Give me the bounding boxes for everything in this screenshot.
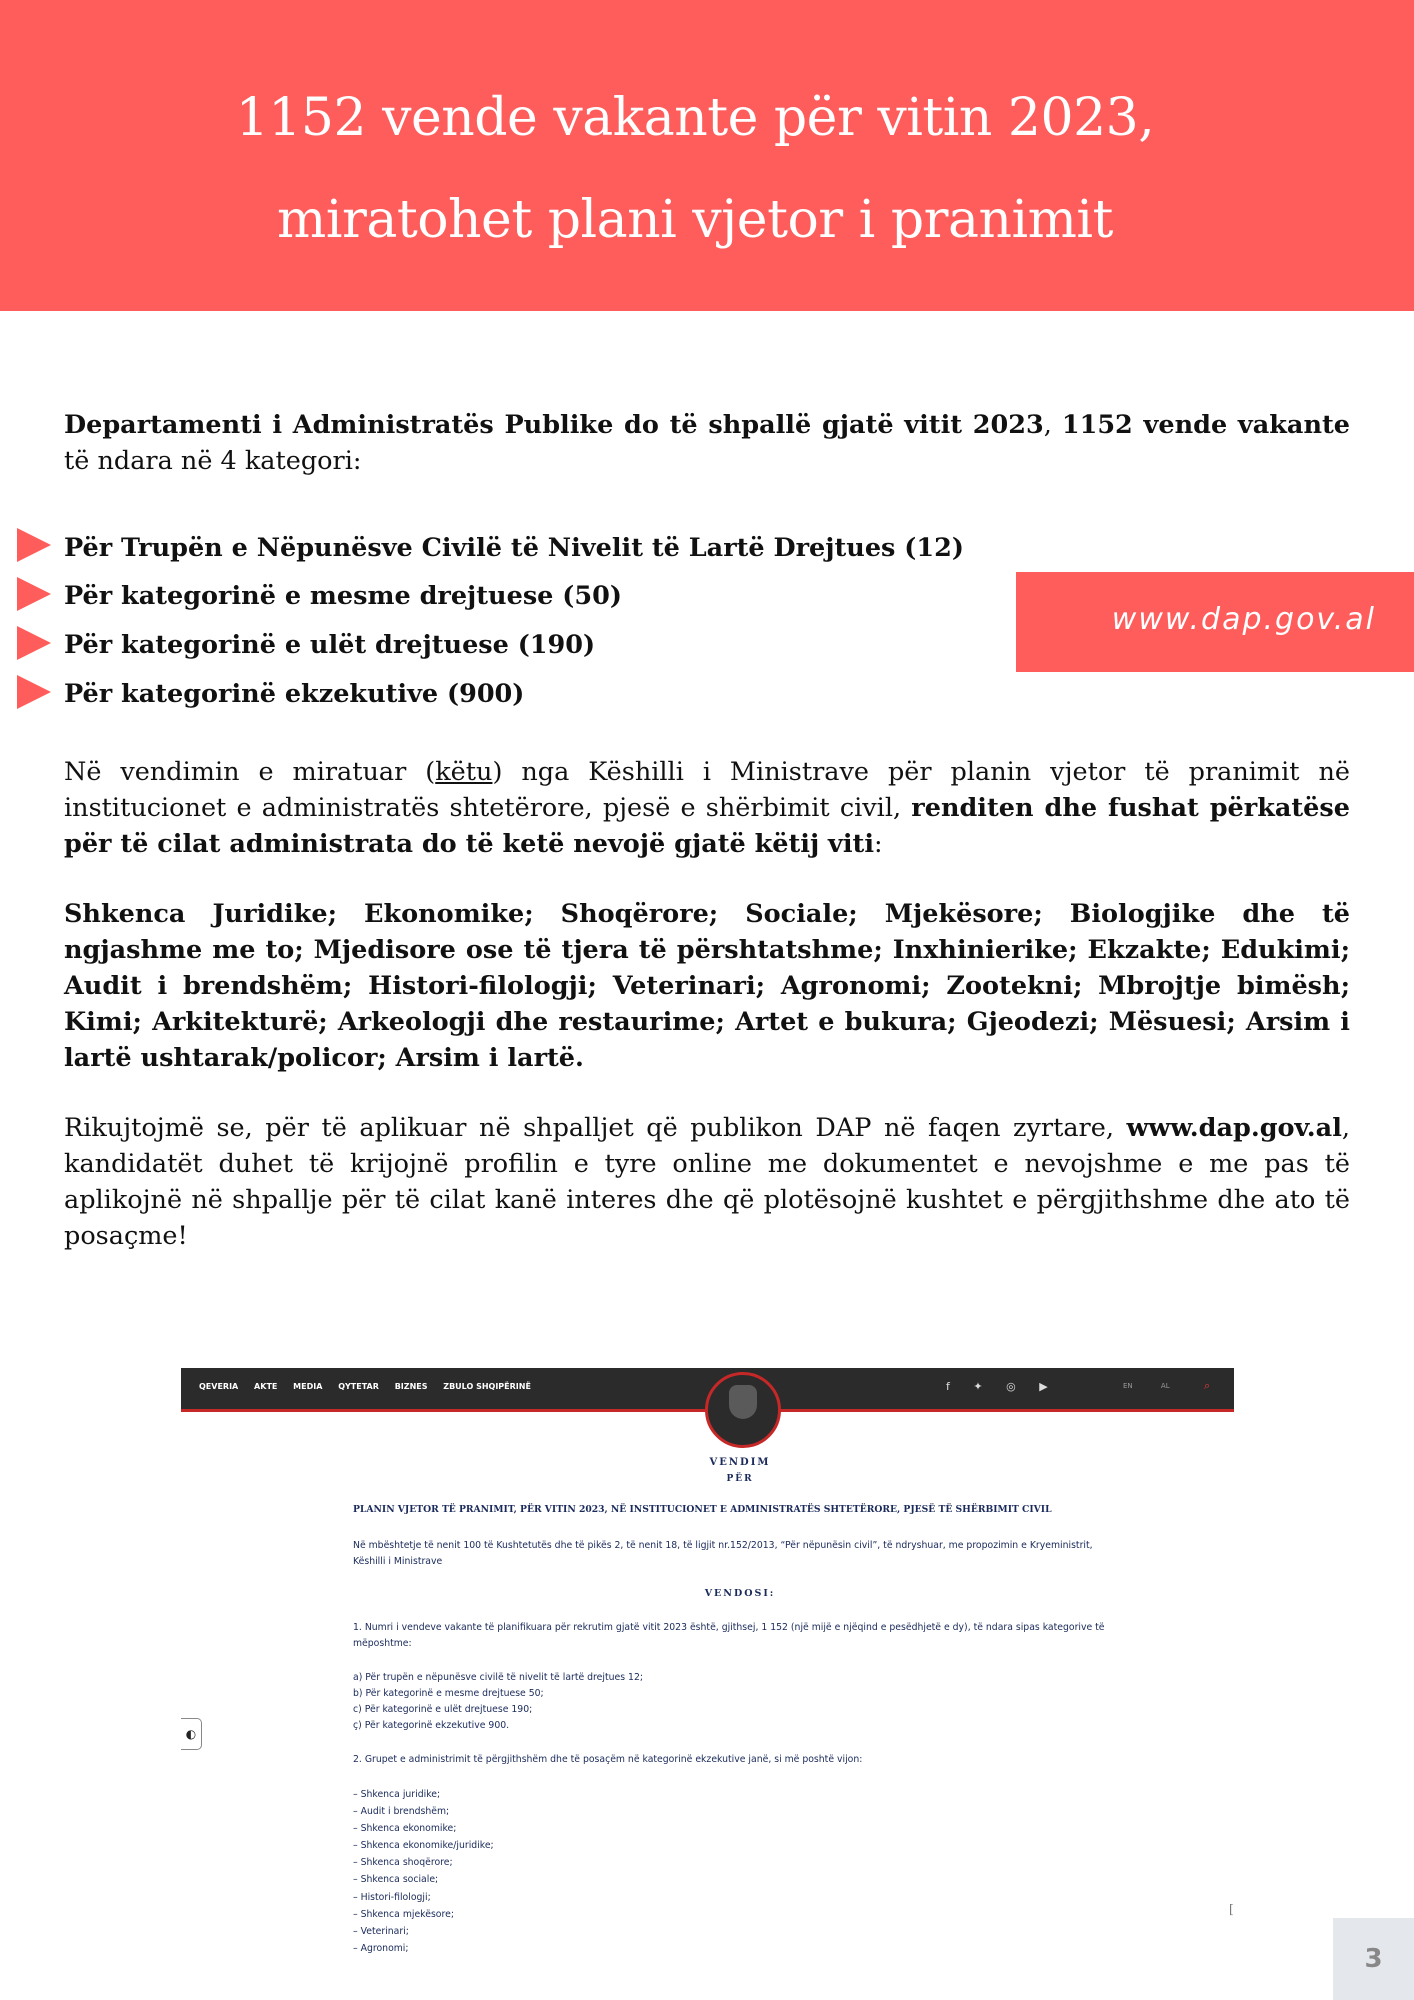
reminder-paragraph: Rikujtojmë se, për të aplikuar në shpalljet që publikon DAP në faqen zyrtare, www.dap.gov.al, kandidatët duhet të krijojnë profilin e tyre online me dokumentet e nevojshme e me pas të aplikojnë në shpallje për të cilat kanë interes dhe që plotësojnë kushtet e përgjithshme dhe ato të posaçme! (64, 1113, 1350, 1251)
doc-subheading: PËR (726, 1474, 754, 1484)
doc-category-list (353, 1670, 1127, 1734)
instagram-icon[interactable]: ◎ (1006, 1380, 1016, 1393)
list-item: – Shkenca juridike; (353, 1789, 441, 1800)
list-item: – Agronomi; (353, 1942, 409, 1954)
scroll-marker-icon: [ (1229, 1902, 1234, 1916)
doc-title: PLANIN VJETOR TË PRANIMIT, PËR VITIN 2023, NË INSTITUCIONET E ADMINISTRATËS SHTETËRORE, PJESË TË SHËRBIMIT CIVIL (353, 1504, 1052, 1515)
list-item: ç) Për kategorinë ekzekutive 900. (353, 1720, 510, 1731)
website-badge[interactable] (1016, 572, 1414, 672)
search-icon[interactable]: ⌕ (1204, 1379, 1211, 1392)
youtube-icon[interactable]: ▶ (1039, 1380, 1048, 1393)
list-item: c) Për kategorinë e ulët drejtuese 190; (353, 1704, 533, 1715)
arrow-bullet-icon (17, 577, 51, 611)
list-item: – Shkenca shoqërore; (353, 1857, 453, 1869)
list-item: a) Për trupën e nëpunësve civilë të nivelit të lartë drejtues 12; (353, 1672, 643, 1683)
nav-item-media[interactable]: MEDIA (293, 1382, 323, 1391)
fields-paragraph: Shkenca Juridike; Ekonomike; Shoqërore; Sociale; Mjekësore; Biologjike dhe të ngjashme me to; Mjedisore ose të tjera të përshtatshme; Inxhinierike; Ekzakte; Edukimi; Audit i brendshëm; Histori-filologji; Veterinari; Agronomi; Zootekni; Mbrojtje bimësh; Kimi; Arkitekturë; Arkeologji dhe restaurime; Artet e bukura; Gjeodezi; Mësuesi; Arsim i lartë ushtarak/policor; Arsim i lartë. (64, 899, 1350, 1073)
twitter-icon[interactable]: ✦ (973, 1380, 983, 1393)
nav-item-qeveria[interactable]: QEVERIA (199, 1382, 239, 1391)
doc-heading: VENDIM (709, 1457, 771, 1468)
arrow-bullet-icon (17, 528, 51, 562)
list-item: – Shkenca mjekësore; (353, 1908, 454, 1920)
lang-en[interactable]: EN (1123, 1382, 1133, 1390)
social-links (946, 1380, 1068, 1393)
page-title-line-2: miratohet plani vjetor i pranimit (277, 190, 1113, 250)
intro-paragraph: Departamenti i Administratës Publike do të shpallë gjatë vitit 2023, 1152 vende vakante të ndara në 4 kategori: (64, 410, 1350, 476)
category-item: Për Trupën e Nëpunësve Civilë të Nivelit të Lartë Drejtues (12) (64, 533, 964, 563)
category-item: Për kategorinë e mesme drejtuese (50) (64, 581, 622, 611)
list-item: b) Për kategorinë e mesme drejtuese 50; (353, 1688, 544, 1699)
list-item: – Shkenca ekonomike; (353, 1823, 457, 1835)
list-item: – Audit i brendshëm; (353, 1806, 450, 1818)
coat-of-arms-logo[interactable] (705, 1372, 781, 1448)
page-number: 3 (1333, 1918, 1414, 2000)
list-item: – Shkenca sociale; (353, 1874, 439, 1886)
facebook-icon[interactable]: f (946, 1380, 950, 1393)
doc-item-2: 2. Grupet e administrimit të përgjithshëm dhe të posaçëm në kategorinë ekzekutive janë, si më poshtë vijon: (353, 1754, 863, 1765)
website-link[interactable]: www.dap.gov.al (1126, 1113, 1342, 1143)
language-switch (1123, 1382, 1196, 1390)
list-item: – Shkenca ekonomike/juridike; (353, 1840, 494, 1852)
website-badge-text[interactable]: www.dap.gov.al (1111, 602, 1376, 637)
lang-al[interactable]: AL (1160, 1382, 1170, 1390)
decision-link[interactable]: këtu (435, 757, 493, 787)
category-item: Për kategorinë e ulët drejtuese (190) (64, 630, 596, 660)
title-banner (0, 0, 1414, 311)
arrow-bullet-icon (17, 675, 51, 709)
doc-item-1: 1. Numri i vendeve vakante të planifikuara për rekrutim gjatë vitit 2023 është, gjithsej, 1 152 (një mijë e njëqind e pesëdhjetë e dy), të ndara sipas kategorive të mëposhtme: (353, 1622, 1105, 1649)
contrast-toggle-icon[interactable]: ◐ (181, 1718, 202, 1750)
nav-item-qytetar[interactable]: QYTETAR (338, 1382, 379, 1391)
doc-group-list (353, 1786, 1127, 1957)
doc-preamble: Në mbështetje të nenit 100 të Kushtetutës dhe të pikës 2, të nenit 18, të ligjit nr.152/2013, “Për nëpunësin civil”, të ndryshuar, me propozimin e Kryeministrit, Këshilli i Ministrave (353, 1540, 1093, 1567)
doc-vendosi: VENDOSI: (704, 1588, 776, 1599)
decision-paragraph: Në vendimin e miratuar (këtu) nga Këshilli i Ministrave për planin vjetor të pranimit në institucionet e administratës shtetërore, pjesë e shërbimit civil, renditen dhe fushat përkatëse për të cilat administrata do të ketë nevojë gjatë këtij viti: (64, 757, 1350, 859)
arrow-bullet-icon (17, 626, 51, 660)
nav-item-biznes[interactable]: BIZNES (394, 1382, 428, 1391)
list-item: – Veterinari; (353, 1925, 409, 1937)
page-title-line-1: 1152 vende vakante për vitin 2023, (235, 88, 1155, 148)
nav-item-akte[interactable]: AKTE (254, 1382, 278, 1391)
list-item: – Histori-filologji; (353, 1891, 431, 1903)
category-item: Për kategorinë ekzekutive (900) (64, 679, 525, 709)
nav-menu (199, 1382, 544, 1391)
decision-screenshot (181, 1368, 1234, 1958)
nav-item-zbulo[interactable]: ZBULO SHQIPËRINË (443, 1382, 531, 1391)
